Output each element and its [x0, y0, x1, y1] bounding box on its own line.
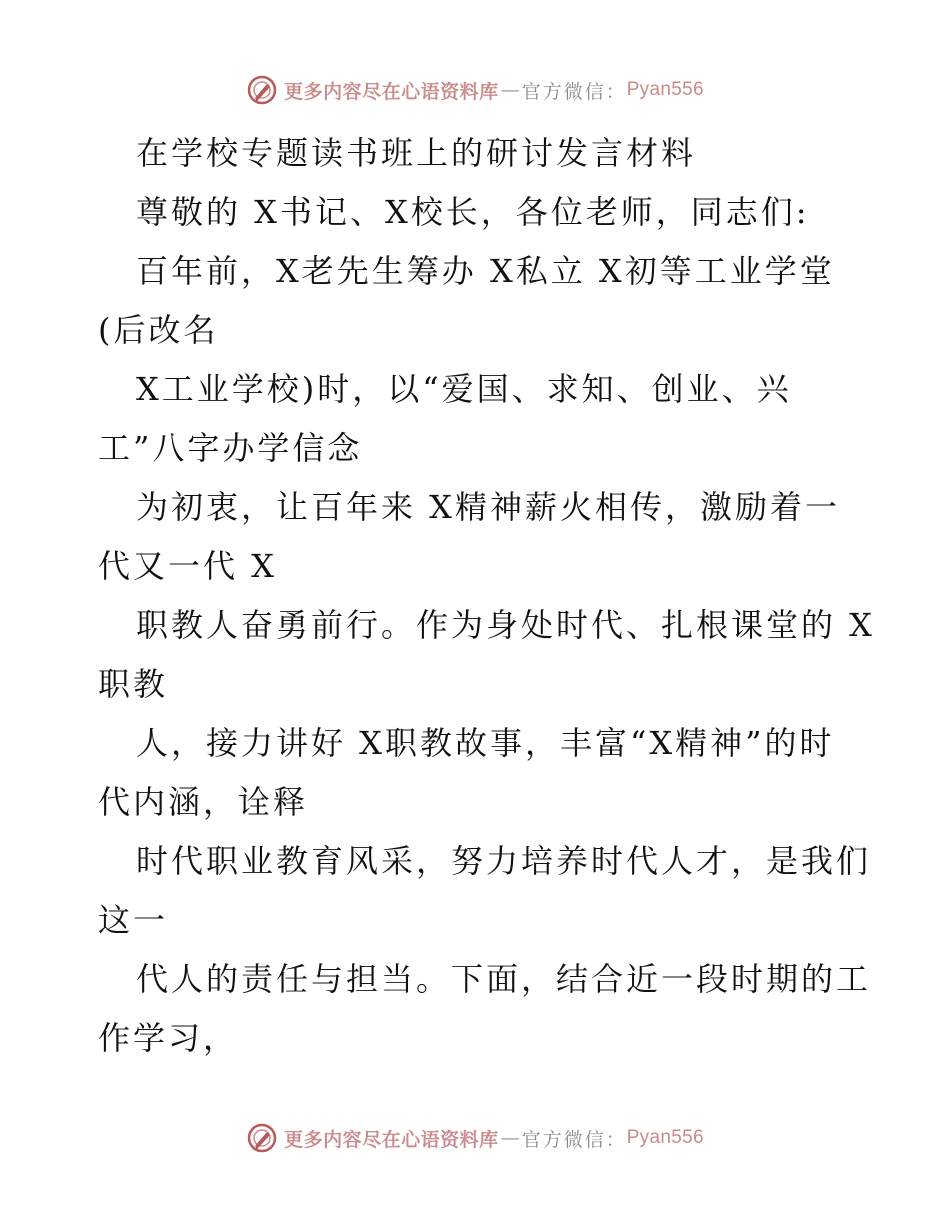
- watermark-wechat-id: Pyan556: [626, 79, 704, 100]
- pen-logo-icon: [246, 1122, 278, 1154]
- paragraph-line: 代又一代 X: [98, 547, 277, 585]
- salutation: 尊敬的 X书记、X校长，各位老师，同志们:: [136, 193, 810, 231]
- paragraph-line: 代内涵，诠释: [98, 783, 309, 821]
- pen-logo-icon: [246, 74, 278, 106]
- header-watermark: [0, 70, 950, 110]
- document-body: [98, 124, 875, 1068]
- paragraph-line: 百年前，X老先生筹办 X私立 X初等工业学堂: [136, 252, 835, 290]
- watermark-dash: —: [500, 1127, 520, 1149]
- paragraph-line: 这一: [98, 901, 169, 939]
- document-title: 在学校专题读书班上的研讨发言材料: [136, 134, 697, 172]
- paragraph-line: X工业学校)时，以“爱国、求知、创业、兴: [136, 370, 792, 408]
- watermark-label: 官方微信：: [521, 1128, 627, 1151]
- watermark-text: 更多内容尽在心语资料库: [284, 1128, 499, 1151]
- paragraph-line: 职教人奋勇前行。作为身处时代、扎根课堂的 X: [136, 606, 875, 644]
- paragraph-line: 为初衷，让百年来 X精神薪火相传，激励着一: [136, 488, 840, 526]
- paragraph-line: 工”八字办学信念: [98, 429, 363, 467]
- paragraph-line: 作学习，: [98, 1019, 239, 1057]
- watermark-label: 官方微信：: [521, 80, 627, 103]
- paragraph-line: 职教: [98, 665, 169, 703]
- watermark-text: 更多内容尽在心语资料库: [284, 80, 499, 103]
- watermark-wechat-id: Pyan556: [626, 1127, 704, 1148]
- paragraph-line: (后改名: [98, 311, 219, 349]
- paragraph-line: 代人的责任与担当。下面，结合近一段时期的工: [136, 960, 872, 998]
- footer-watermark: [0, 1118, 950, 1158]
- watermark-dash: —: [500, 79, 520, 101]
- paragraph-line: 人，接力讲好 X职教故事，丰富“X精神”的时: [136, 724, 835, 762]
- paragraph-line: 时代职业教育风采，努力培养时代人才，是我们: [136, 842, 872, 880]
